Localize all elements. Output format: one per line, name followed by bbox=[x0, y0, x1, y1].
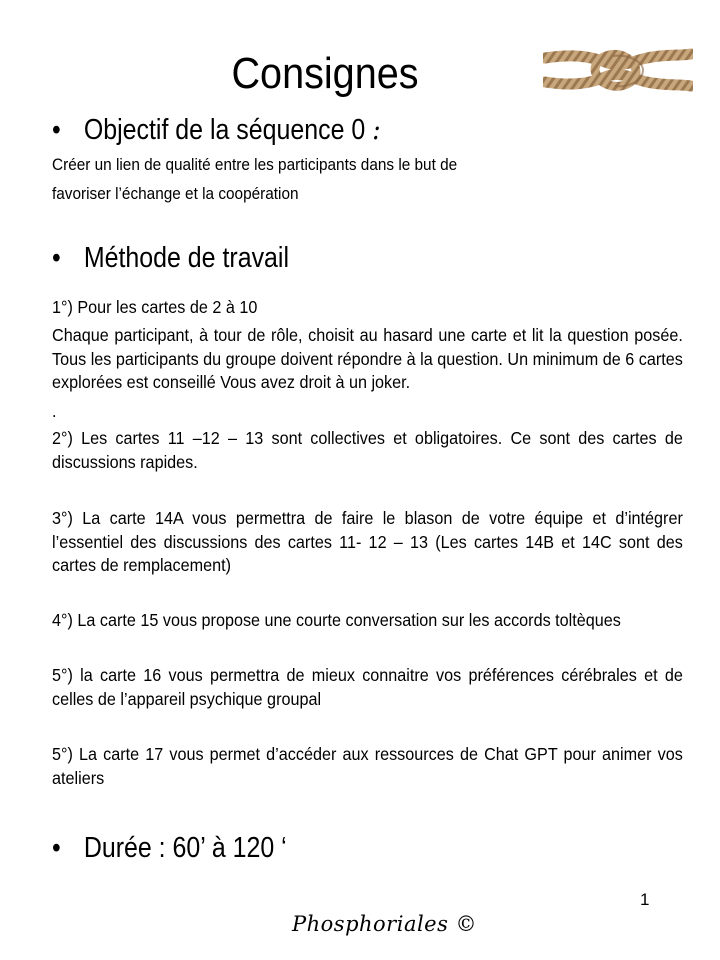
bullet-icon: • bbox=[52, 832, 61, 864]
methode-heading bbox=[52, 241, 289, 275]
methode-paragraph-5: 3°) La carte 14A vous permettra de faire le blason de votre équipe et d’intégrer l’essentiel des discussions des cartes 11- 12 – 13 (Les cartes 14B et 14C sont des cartes de remplacement) bbox=[52, 508, 683, 575]
methode-paragraph-6: 4°) La carte 15 vous propose une courte conversation sur les accords toltèques bbox=[52, 610, 621, 630]
methode-heading-text: Méthode de travail bbox=[83, 242, 290, 274]
duree-heading bbox=[52, 831, 287, 865]
footer-brand: Phosphoriales © bbox=[292, 912, 478, 936]
methode-paragraph-4: 2°) Les cartes 11 –12 – 13 sont collectives et obligatoires. Ce sont des cartes de discussions rapides. bbox=[52, 428, 683, 472]
bullet-icon: • bbox=[52, 242, 61, 274]
bullet-icon: • bbox=[52, 114, 61, 146]
page-number: 1 bbox=[640, 890, 650, 909]
methode-paragraph-3: . bbox=[52, 401, 57, 421]
objectif-line-1: Créer un lien de qualité entre les participants dans le but de bbox=[52, 156, 458, 174]
rope-knot-icon bbox=[543, 42, 693, 98]
methode-paragraph-1: 1°) Pour les cartes de 2 à 10 bbox=[52, 297, 258, 317]
objectif-heading bbox=[52, 112, 381, 147]
objectif-line-2: favoriser l’échange et la coopération bbox=[52, 185, 299, 203]
methode-paragraph-7: 5°) la carte 16 vous permettra de mieux connaitre vos préférences cérébrales et de celles de l’appareil psychique groupal bbox=[52, 665, 683, 709]
methode-paragraph-8: 5°) La carte 17 vous permet d’accéder aux ressources de Chat GPT pour animer vos ateliers bbox=[52, 744, 683, 788]
objectif-heading-colon: : bbox=[372, 112, 381, 146]
methode-paragraph-2: Chaque participant, à tour de rôle, choisit au hasard une carte et lit la question posée. Tous les participants du groupe doivent répondre à la question. Un minimum de 6 cartes explorées est conseillé Vous avez droit à un joker. bbox=[52, 325, 683, 392]
duree-heading-text: Durée : 60’ à 120 ‘ bbox=[83, 832, 287, 864]
objectif-heading-text: Objectif de la séquence 0 bbox=[83, 114, 366, 146]
page-title: Consignes bbox=[231, 49, 419, 98]
